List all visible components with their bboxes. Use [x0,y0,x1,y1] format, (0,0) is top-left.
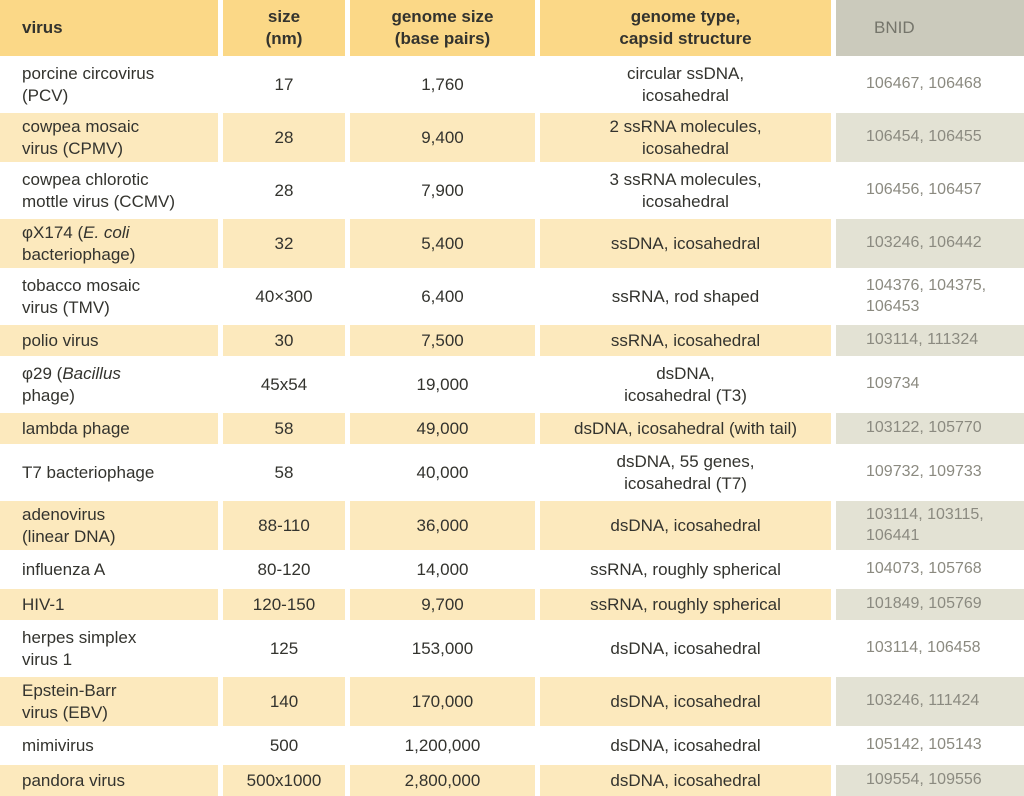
cell-genome-type: ssRNA, roughly spherical [535,550,831,585]
cell-bnid: 109734 [831,356,1024,409]
cell-virus: cowpea mosaic virus (CPMV) [0,109,218,162]
column-header-genome-size: genome size (base pairs) [345,0,535,56]
table-row [0,109,1024,162]
table-row [0,409,1024,444]
table-row [0,497,1024,550]
cell-genome-type: dsDNA, icosahedral [535,620,831,673]
cell-size: 17 [218,56,345,109]
cell-virus: Epstein-Barr virus (EBV) [0,673,218,726]
table-row [0,620,1024,673]
cell-bnid: 103246, 106442 [831,215,1024,268]
cell-genome-type: ssRNA, rod shaped [535,268,831,321]
cell-size: 30 [218,321,345,356]
cell-genome-size: 5,400 [345,215,535,268]
cell-virus: influenza A [0,550,218,585]
cell-genome-type: dsDNA, icosahedral [535,673,831,726]
cell-bnid: 103246, 111424 [831,673,1024,726]
virus-table-body [0,56,1024,796]
cell-genome-type: dsDNA, icosahedral [535,761,831,796]
cell-bnid: 101849, 105769 [831,585,1024,620]
cell-genome-type: circular ssDNA, icosahedral [535,56,831,109]
cell-bnid: 109554, 109556 [831,761,1024,796]
cell-genome-type: dsDNA, icosahedral [535,726,831,761]
column-header-virus: virus [0,0,218,56]
cell-bnid: 109732, 109733 [831,444,1024,497]
cell-size: 140 [218,673,345,726]
cell-virus: porcine circovirus (PCV) [0,56,218,109]
table-row [0,673,1024,726]
cell-virus: HIV-1 [0,585,218,620]
cell-genome-type: ssRNA, roughly spherical [535,585,831,620]
cell-virus: lambda phage [0,409,218,444]
cell-genome-type: 2 ssRNA molecules, icosahedral [535,109,831,162]
cell-bnid: 106454, 106455 [831,109,1024,162]
cell-genome-size: 153,000 [345,620,535,673]
cell-bnid: 104073, 105768 [831,550,1024,585]
cell-genome-size: 7,500 [345,321,535,356]
table-row [0,761,1024,796]
column-header-genome-type: genome type, capsid structure [535,0,831,56]
cell-virus: herpes simplex virus 1 [0,620,218,673]
cell-genome-type: ssDNA, icosahedral [535,215,831,268]
column-header-bnid: BNID [831,0,1024,56]
cell-genome-type: 3 ssRNA molecules, icosahedral [535,162,831,215]
cell-bnid: 106456, 106457 [831,162,1024,215]
cell-genome-type: dsDNA, icosahedral [535,497,831,550]
table-row [0,550,1024,585]
cell-genome-size: 49,000 [345,409,535,444]
cell-virus: pandora virus [0,761,218,796]
cell-genome-size: 1,760 [345,56,535,109]
cell-virus: φ29 (Bacillus phage) [0,356,218,409]
table-row [0,356,1024,409]
cell-size: 58 [218,409,345,444]
cell-bnid: 106467, 106468 [831,56,1024,109]
cell-size: 500 [218,726,345,761]
cell-size: 28 [218,162,345,215]
cell-virus: polio virus [0,321,218,356]
cell-virus: φX174 (E. coli bacteriophage) [0,215,218,268]
table-header [0,0,1024,56]
table-row [0,215,1024,268]
cell-size: 45x54 [218,356,345,409]
table-row [0,726,1024,761]
table-row [0,162,1024,215]
cell-size: 120-150 [218,585,345,620]
cell-bnid: 103114, 111324 [831,321,1024,356]
cell-genome-type: dsDNA, 55 genes, icosahedral (T7) [535,444,831,497]
cell-bnid: 103114, 103115, 106441 [831,497,1024,550]
cell-genome-size: 2,800,000 [345,761,535,796]
cell-virus: cowpea chlorotic mottle virus (CCMV) [0,162,218,215]
cell-bnid: 103114, 106458 [831,620,1024,673]
table-row [0,56,1024,109]
table-row [0,268,1024,321]
cell-genome-size: 170,000 [345,673,535,726]
cell-genome-size: 1,200,000 [345,726,535,761]
cell-bnid: 104376, 104375, 106453 [831,268,1024,321]
cell-virus: tobacco mosaic virus (TMV) [0,268,218,321]
cell-size: 28 [218,109,345,162]
cell-genome-size: 6,400 [345,268,535,321]
header-row [0,0,1024,56]
cell-genome-type: dsDNA, icosahedral (with tail) [535,409,831,444]
cell-size: 88-110 [218,497,345,550]
cell-genome-size: 14,000 [345,550,535,585]
cell-size: 40×300 [218,268,345,321]
cell-genome-size: 7,900 [345,162,535,215]
table-row [0,321,1024,356]
cell-virus: mimivirus [0,726,218,761]
cell-genome-size: 9,400 [345,109,535,162]
cell-size: 500x1000 [218,761,345,796]
cell-genome-size: 40,000 [345,444,535,497]
column-header-size: size (nm) [218,0,345,56]
cell-genome-size: 9,700 [345,585,535,620]
cell-size: 58 [218,444,345,497]
cell-genome-size: 36,000 [345,497,535,550]
cell-size: 32 [218,215,345,268]
cell-genome-type: ssRNA, icosahedral [535,321,831,356]
cell-bnid: 103122, 105770 [831,409,1024,444]
cell-bnid: 105142, 105143 [831,726,1024,761]
cell-size: 80-120 [218,550,345,585]
table-row [0,444,1024,497]
cell-virus: adenovirus (linear DNA) [0,497,218,550]
table-row [0,585,1024,620]
cell-genome-type: dsDNA, icosahedral (T3) [535,356,831,409]
cell-virus: T7 bacteriophage [0,444,218,497]
cell-size: 125 [218,620,345,673]
cell-genome-size: 19,000 [345,356,535,409]
